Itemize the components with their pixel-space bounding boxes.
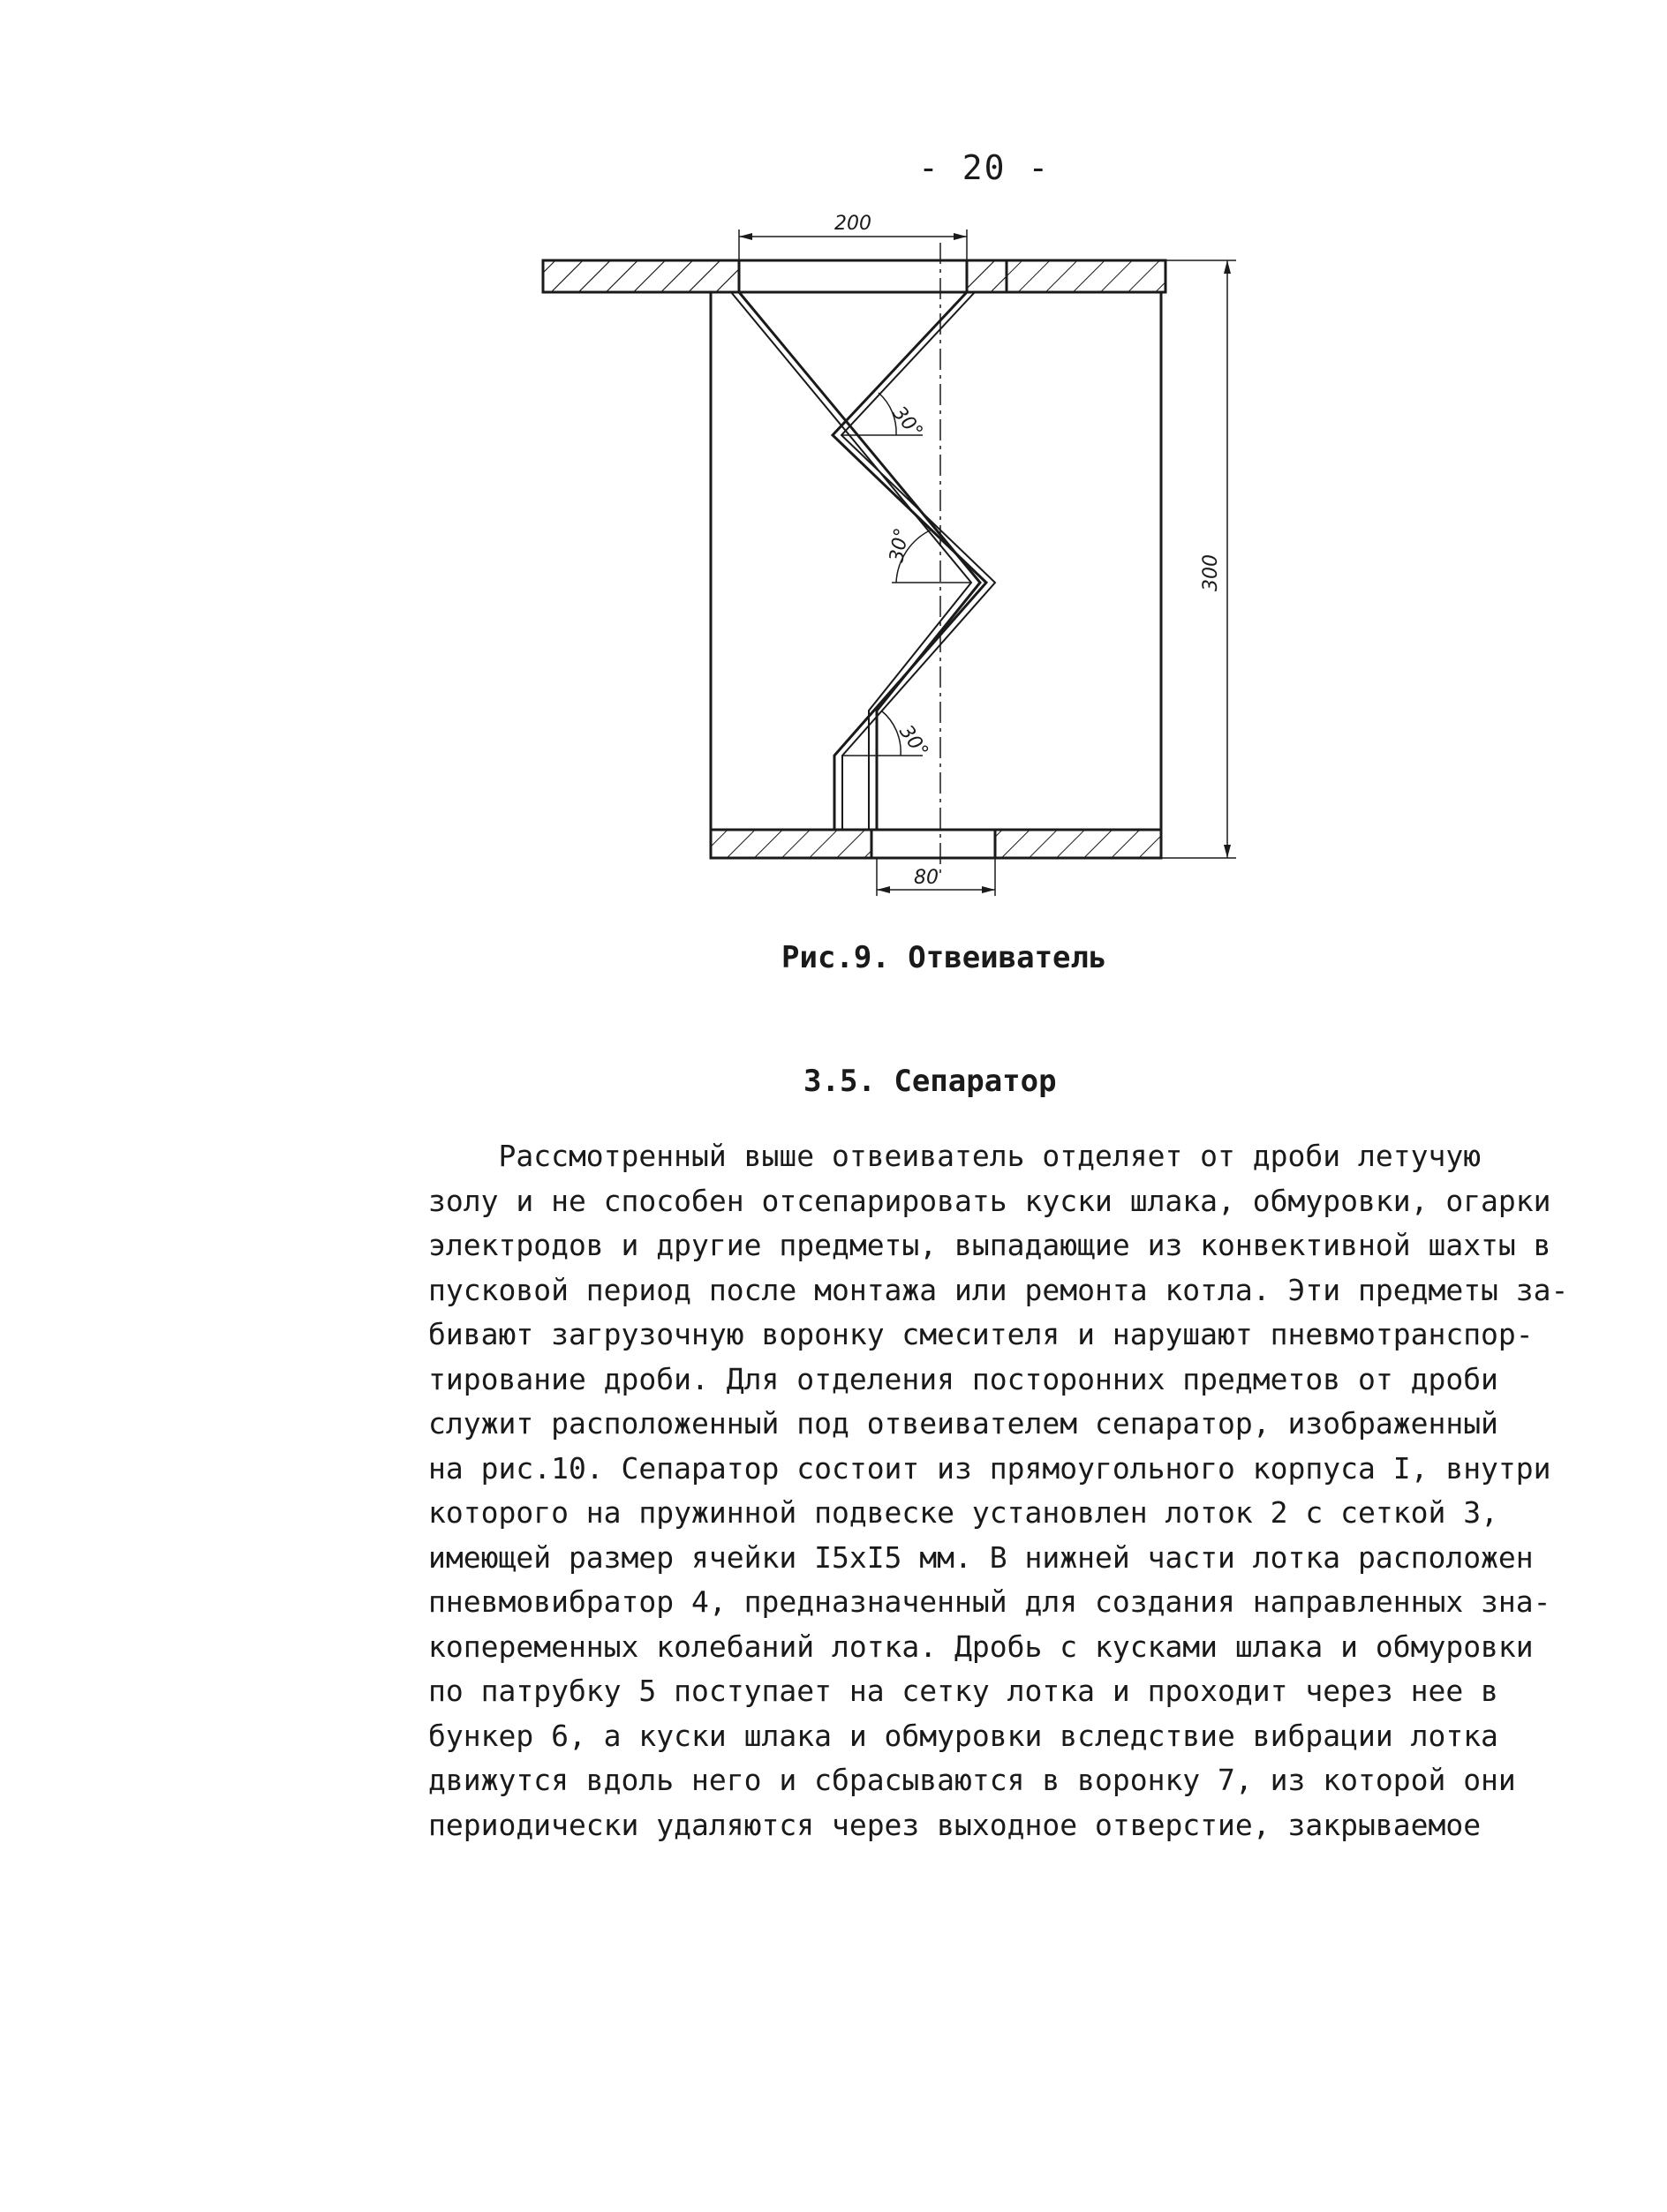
body-line: которого на пружинной подвеске установлен лоток 2 с сеткой 3, [428, 1495, 1498, 1530]
body-line: золу и не способен отсепарировать куски шлака, обмуровки, огарки [428, 1183, 1551, 1218]
angle-right-upper-label: 30° [887, 402, 927, 443]
dimension-right-label: 300 [1200, 554, 1222, 591]
body-line: пусковой период после монтажа или ремонта котла. Эти предметы за- [428, 1272, 1569, 1307]
dimension-right [1161, 260, 1236, 858]
top-opening [739, 260, 967, 292]
bottom-flange-left [711, 830, 871, 858]
body-line: Рассмотренный выше отвеиватель отделяет от дроби летучую [428, 1139, 1482, 1173]
body-line: электродов и другие предметы, выпадающие из конвективной шахты в [428, 1228, 1551, 1262]
body-line: копеременных колебаний лотка. Дробь с кусками шлака и обмуровки [428, 1629, 1534, 1664]
page-number: - 20 - [918, 148, 1051, 187]
body-line: имеющей размер ячейки I5xI5 мм. В нижней части лотка расположен [428, 1539, 1534, 1575]
angle-right-lower-label: 30° [894, 721, 932, 763]
dimension-top-label: 200 [834, 213, 871, 235]
body-line: пневмовибратор 4, предназначенный для создания направленных зна- [428, 1584, 1551, 1619]
body-line: тирование дроби. Для отделения посторонних предметов от дроби [428, 1361, 1498, 1396]
section-heading: 3.5. Сепаратор [803, 1064, 1057, 1099]
body-line: бункер 6, а куски шлака и обмуровки вследствие вибрации лотка [428, 1718, 1498, 1753]
angle-left-label: 30° [886, 526, 914, 565]
dimension-bottom-label: 80 [914, 867, 939, 889]
drawing-canvas [530, 203, 1413, 909]
body-line: бивают загрузочную воронку смесителя и нарушают пневмотранспор- [428, 1317, 1534, 1351]
body-line: по патрубку 5 поступает на сетку лотка и проходит через нее в [428, 1674, 1498, 1708]
body-line: движутся вдоль него и сбрасываются в воронку 7, из которой они [428, 1763, 1516, 1797]
top-flange-left [543, 260, 739, 292]
left-baffle-outer [739, 292, 980, 830]
body-line: служит расположенный под отвеивателем сепаратор, изображенный [428, 1406, 1498, 1441]
top-flange-right [967, 260, 1165, 292]
section-body [428, 1134, 1569, 1847]
bottom-opening [871, 830, 995, 858]
figure-caption: Рис.9. Отвеиватель [781, 940, 1107, 975]
left-baffle-inner [731, 292, 971, 830]
body-line: периодически удаляются через выходное отверстие, закрываемое [428, 1807, 1482, 1842]
bottom-flange-right [995, 830, 1161, 858]
separator-drawing [530, 203, 1413, 909]
body-line: на рис.10. Сепаратор состоит из прямоугольного корпуса I, внутри [428, 1450, 1551, 1486]
